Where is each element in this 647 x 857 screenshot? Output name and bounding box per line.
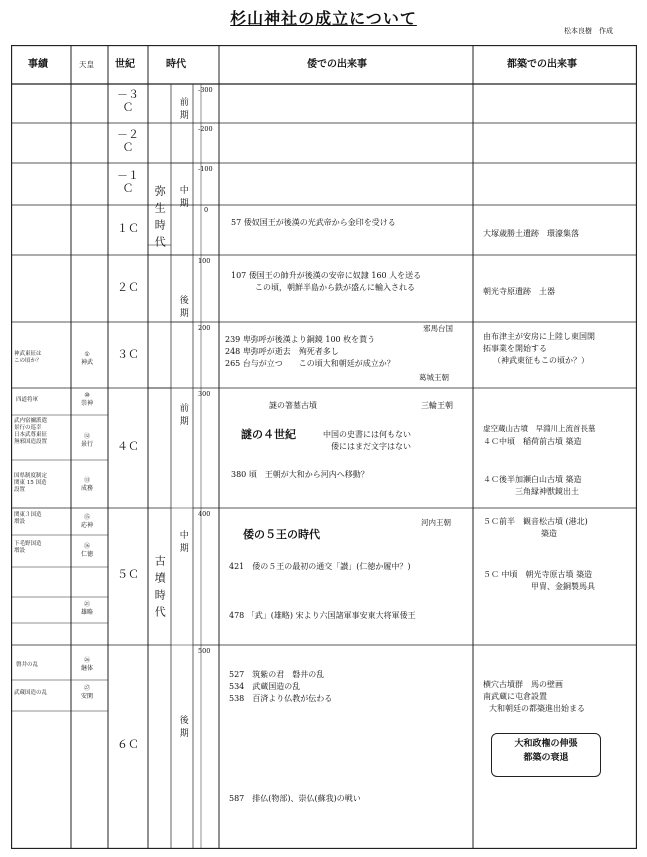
tenno-keiko-name: 景行 xyxy=(81,440,94,448)
era-kofun: 古墳時代 xyxy=(153,555,167,623)
tenno-ojin-num: ⑮ xyxy=(84,514,91,521)
era-kofun-middle: 中期 xyxy=(177,530,188,556)
wa-event-248: 248 卑弥呼が逝去 殉死者多し xyxy=(225,347,339,356)
tsuzuki-minami: 南武蔵に屯倉設置 xyxy=(483,692,547,701)
century-c6: ６Ｃ xyxy=(117,738,139,751)
era-kofun-late: 後期 xyxy=(177,715,188,741)
header-seiki: 世紀 xyxy=(115,59,135,70)
jiseki-takeuchi-1: 武内宿禰派遣 xyxy=(14,418,48,424)
tsuzuki-c5mid-1: ５Ｃ 中頃 朝光寺原古墳 築造 xyxy=(483,570,593,579)
century-c4: ４Ｃ xyxy=(117,440,139,453)
wa-event-587: 587 排仏(物部)、崇仏(蘇我)の戦い xyxy=(229,794,361,803)
tsuzuki-sankaku: 三角縁神獣鏡出土 xyxy=(515,487,579,496)
jiseki-iwai: 磐井の乱 xyxy=(16,662,39,668)
jiseki-takeuchi xyxy=(14,418,47,446)
year-m100: -100 xyxy=(198,165,213,173)
tenno-keiko-num: ⑫ xyxy=(84,433,91,440)
jiseki-kanto-2: 増設 xyxy=(14,518,26,525)
century-bc1-num: －１ xyxy=(117,169,139,182)
century-bc3-unit: Ｃ xyxy=(122,100,134,114)
era-yayoi-early: 前期 xyxy=(177,97,188,123)
tenno-ankan-name: 安閑 xyxy=(81,692,94,700)
wa-kawachi: 河内王朝 xyxy=(421,518,451,527)
wa-event-478: 478 「武」(雄略) 宋より六国諸軍事安東大将軍倭王 xyxy=(229,611,416,620)
tsuzuki-kokuzo: 虚空蔵山古墳 早淵川上流首長墓 xyxy=(483,424,596,433)
tsuzuki-yura-1: 由布津主が安房に上陸し東国開 xyxy=(483,332,595,341)
tsuzuki-choko: 朝光寺原遺跡 土器 xyxy=(483,287,555,296)
tenno-keitai-num: ㉖ xyxy=(84,657,91,664)
tenno-seimu xyxy=(81,477,93,493)
tsuzuki-c4mid: ４Ｃ中頃 稲荷前古墳 築造 xyxy=(483,437,582,446)
tenno-yuryaku-num: ㉑ xyxy=(84,601,91,608)
year-300: 300 xyxy=(198,390,211,398)
tenno-sujin xyxy=(81,392,93,408)
jiseki-shido: 四道将軍 xyxy=(16,397,39,403)
year-m200: -200 xyxy=(198,125,213,133)
tenno-seimu-name: 成務 xyxy=(81,484,94,492)
century-bc3 xyxy=(110,89,146,114)
wa-event-534: 534 武蔵国造の乱 xyxy=(229,682,301,691)
era-yayoi-late: 後期 xyxy=(177,295,188,321)
tsuzuki-yokoana: 横穴古墳群 馬の壁画 xyxy=(483,680,563,689)
century-bc2-unit: Ｃ xyxy=(122,140,134,154)
tenno-yuryaku xyxy=(81,601,93,617)
jiseki-kuni xyxy=(14,473,47,494)
tenno-seimu-num: ⑬ xyxy=(84,477,91,484)
jiseki-jinmu-2: この頃か？ xyxy=(14,357,42,364)
wa-event-239: 239 卑弥呼が後漢より銅鏡 100 枚を貰う xyxy=(225,335,376,344)
year-400: 400 xyxy=(198,510,211,518)
tsuzuki-summary-box xyxy=(491,733,601,777)
header-jidai: 時代 xyxy=(166,59,186,70)
tenno-keitai xyxy=(81,657,93,673)
year-100: 100 xyxy=(198,257,211,265)
wa-event-380: 380 頃 王朝が大和から河内へ移動？ xyxy=(231,470,369,479)
jiseki-shimotsuke-1: 下毛野国造 xyxy=(14,541,42,547)
author-credit: 松本良樹 作成 xyxy=(564,27,613,35)
wa-china2: 倭にはまだ文字はない xyxy=(331,442,411,451)
jiseki-shimotsuke xyxy=(14,541,42,555)
wa-event-57: 57 倭奴国王が後漢の光武帝から金印を受ける xyxy=(231,218,396,227)
tsuzuki-c5early-1: ５Ｃ前半 観音松古墳 (港北) xyxy=(483,517,588,526)
year-m300: -300 xyxy=(198,86,213,94)
wa-go: 倭の５王の時代 xyxy=(243,528,320,541)
tsuzuki-otsuka: 大塚歳勝土遺跡 環濠集落 xyxy=(483,229,579,238)
tenno-jinmu-name: 神武 xyxy=(81,358,94,366)
century-c2: ２Ｃ xyxy=(117,281,139,294)
tenno-ojin xyxy=(81,514,93,530)
century-bc2-num: －２ xyxy=(117,128,139,141)
tenno-nintoku-num: ⑯ xyxy=(84,543,91,550)
era-kofun-early: 前期 xyxy=(177,403,188,429)
tsuzuki-c5early-2: 築造 xyxy=(541,529,557,538)
tenno-keitai-name: 継体 xyxy=(81,664,94,672)
tsuzuki-c4late: ４Ｃ後半加瀬白山古墳 築造 xyxy=(483,475,582,484)
century-bc2 xyxy=(110,129,146,154)
header-wa: 倭での出来事 xyxy=(307,59,367,70)
year-0: 0 xyxy=(204,206,209,214)
era-yayoi-middle: 中期 xyxy=(177,185,188,211)
tsuzuki-c5mid-2: 甲冑、金銅製馬具 xyxy=(531,582,595,591)
tenno-jinmu-num: ① xyxy=(84,351,90,358)
jiseki-takeuchi-2: 景行の巡幸 xyxy=(14,424,42,431)
wa-nazo4: 謎の４世紀 xyxy=(241,428,296,441)
jiseki-takeuchi-3: 日本武尊東征 xyxy=(14,431,48,438)
wa-katsuragi: 葛城王朝 xyxy=(419,373,449,382)
century-bc3-num: －３ xyxy=(117,88,139,101)
jiseki-kuni-1: 国県制度制定 xyxy=(14,473,48,479)
century-c1: １Ｃ xyxy=(117,222,139,235)
century-c3: ３Ｃ xyxy=(117,348,139,361)
jiseki-jinmu-1: 神武東征は xyxy=(14,351,42,357)
tsuzuki-box-line2: 都築の衰退 xyxy=(523,752,569,763)
jiseki-kuni-3: 設置 xyxy=(14,486,26,493)
tenno-nintoku-name: 仁徳 xyxy=(81,550,94,558)
tenno-nintoku xyxy=(81,543,93,559)
tenno-yuryaku-name: 雄略 xyxy=(81,608,94,616)
century-bc1 xyxy=(110,170,146,195)
page-title: 杉山神社の成立について xyxy=(230,9,417,28)
tenno-sujin-name: 崇神 xyxy=(81,399,94,407)
wa-event-107b: この頃，朝鮮半島から鉄が盛んに輸入される xyxy=(255,283,415,292)
tenno-sujin-num: ⑩ xyxy=(84,392,90,399)
year-500: 500 xyxy=(198,647,211,655)
jiseki-shimotsuke-2: 増設 xyxy=(14,547,26,554)
jiseki-kanto xyxy=(14,512,42,526)
jiseki-kuni-2: 関東 15 国造 xyxy=(14,479,47,486)
jiseki-kanto-1: 関東３国造 xyxy=(14,512,42,518)
century-bc1-unit: Ｃ xyxy=(122,181,134,195)
header-tsuzuki: 都築での出来事 xyxy=(507,59,577,70)
header-jiseki: 事績 xyxy=(28,59,48,70)
wa-event-107a: 107 倭国王の帥升が後漢の安帝に奴隷 160 人を送る xyxy=(231,271,422,280)
wa-yamatai: 邪馬台国 xyxy=(423,324,453,333)
era-yayoi: 弥生時代 xyxy=(153,185,167,253)
century-c5: ５Ｃ xyxy=(117,568,139,581)
wa-event-527: 527 筑紫の君 磐井の乱 xyxy=(229,670,325,679)
wa-miwa: 三輪王朝 xyxy=(421,401,453,410)
tsuzuki-yamato: 大和朝廷の都築進出始まる xyxy=(489,704,585,713)
timeline-table xyxy=(11,45,637,849)
jiseki-jinmu xyxy=(14,351,42,365)
tsuzuki-yura-3: （神武東征もこの頃か？） xyxy=(493,356,589,365)
jiseki-musashi: 武蔵国造の乱 xyxy=(14,690,48,696)
tenno-ankan xyxy=(81,685,93,701)
tsuzuki-yura-2: 拓事業を開始する xyxy=(483,344,547,353)
header-tenno: 天皇 xyxy=(79,60,94,69)
year-200: 200 xyxy=(198,324,211,332)
tenno-ankan-num: ㉗ xyxy=(84,685,91,692)
tenno-ojin-name: 応神 xyxy=(81,521,94,529)
tenno-jinmu xyxy=(81,351,93,367)
jiseki-takeuchi-4: 無邪国造設置 xyxy=(14,438,48,445)
tsuzuki-box-line1: 大和政権の伸張 xyxy=(514,739,578,749)
wa-event-265: 265 台与が立つ この頃大和朝廷が成立か？ xyxy=(225,359,395,368)
wa-event-538: 538 百済より仏教が伝わる xyxy=(229,694,333,703)
wa-event-421: 421 倭の５王の最初の通交「讃」(仁徳か履中？) xyxy=(229,562,411,571)
tenno-keiko xyxy=(81,433,93,449)
wa-china1: 中国の史書には何もない xyxy=(323,430,411,439)
wa-hashihaka: 謎の箸墓古墳 xyxy=(269,401,317,410)
